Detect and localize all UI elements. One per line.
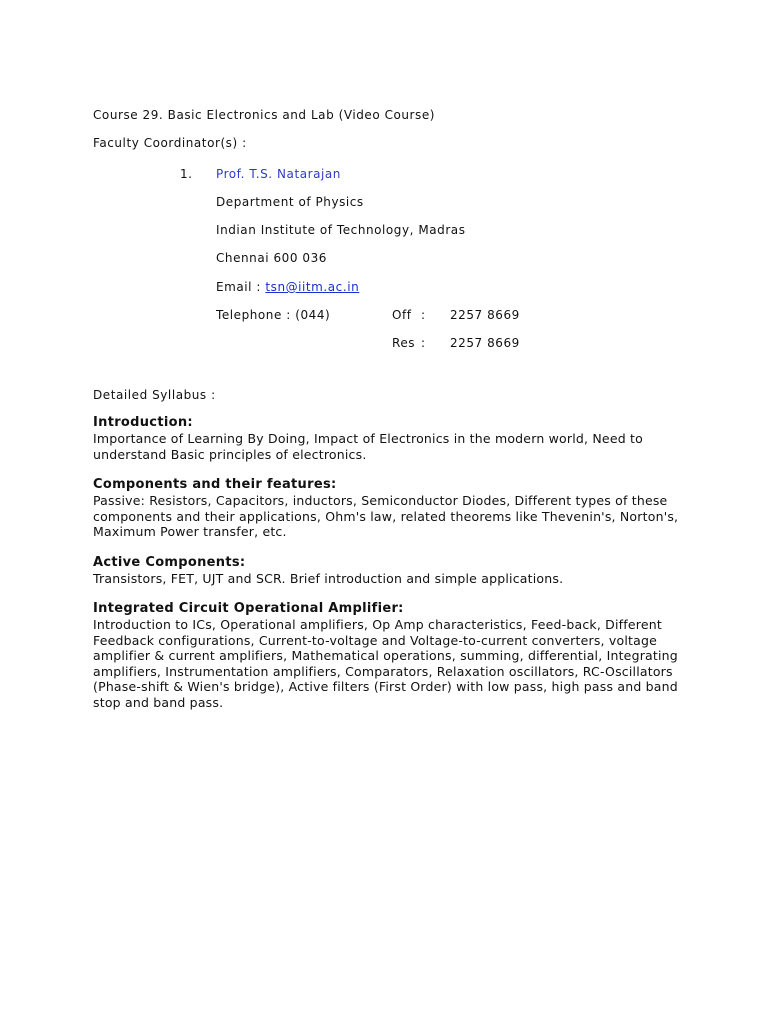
email-row [216,280,359,294]
coordinator-name: Prof. T.S. Natarajan [216,167,341,181]
course-title: Course 29. Basic Electronics and Lab (Video Course) [93,108,436,122]
residence-colon: : [421,336,426,350]
office-label: Off [392,308,412,322]
email-link[interactable]: tsn@iitm.ac.in [265,280,360,294]
syllabus-section-active-components [93,555,693,587]
coordinator-city: Chennai 600 036 [216,251,327,265]
section-heading: Active Components: [93,555,246,570]
coordinator-number: 1. [180,167,193,181]
office-colon: : [421,308,426,322]
section-text: Introduction to ICs, Operational amplifiers, Op Amp characteristics, Feed-back, Different Feedback configurations, Current-to-voltage and Voltage-to-current converters, voltage amplifier & current amplifiers, Mathematical operations, summing, differential, Integrating amplifiers, Instrumentation amplifiers, Comparators, Relaxation oscillators, RC-Oscillators (Phase-shift & Wien's bridge), Active filters (First Order) with low pass, high pass and band stop and band pass. [93,617,678,710]
faculty-coordinator-label: Faculty Coordinator(s) : [93,136,247,150]
section-heading: Integrated Circuit Operational Amplifier: [93,601,404,616]
syllabus-section-op-amp [93,601,693,711]
office-number: 2257 8669 [450,308,520,322]
section-heading: Introduction: [93,415,193,430]
section-heading: Components and their features: [93,477,337,492]
residence-label: Res [392,336,416,350]
telephone-label: Telephone : (044) [216,308,331,322]
detailed-syllabus-label: Detailed Syllabus : [93,388,216,402]
section-text: Passive: Resistors, Capacitors, inductors, Semiconductor Diodes, Different types of these components and their applications, Ohm's law, related theorems like Thevenin's, Norton's, Maximum Power transfer, etc. [93,493,679,540]
coordinator-department: Department of Physics [216,195,364,209]
syllabus-section-components [93,477,693,540]
email-label: Email : [216,280,262,294]
section-text: Importance of Learning By Doing, Impact of Electronics in the modern world, Need to understand Basic principles of electronics. [93,431,643,462]
section-text: Transistors, FET, UJT and SCR. Brief introduction and simple applications. [93,571,564,586]
residence-number: 2257 8669 [450,336,520,350]
coordinator-institute: Indian Institute of Technology, Madras [216,223,466,237]
syllabus-section-introduction [93,415,693,462]
